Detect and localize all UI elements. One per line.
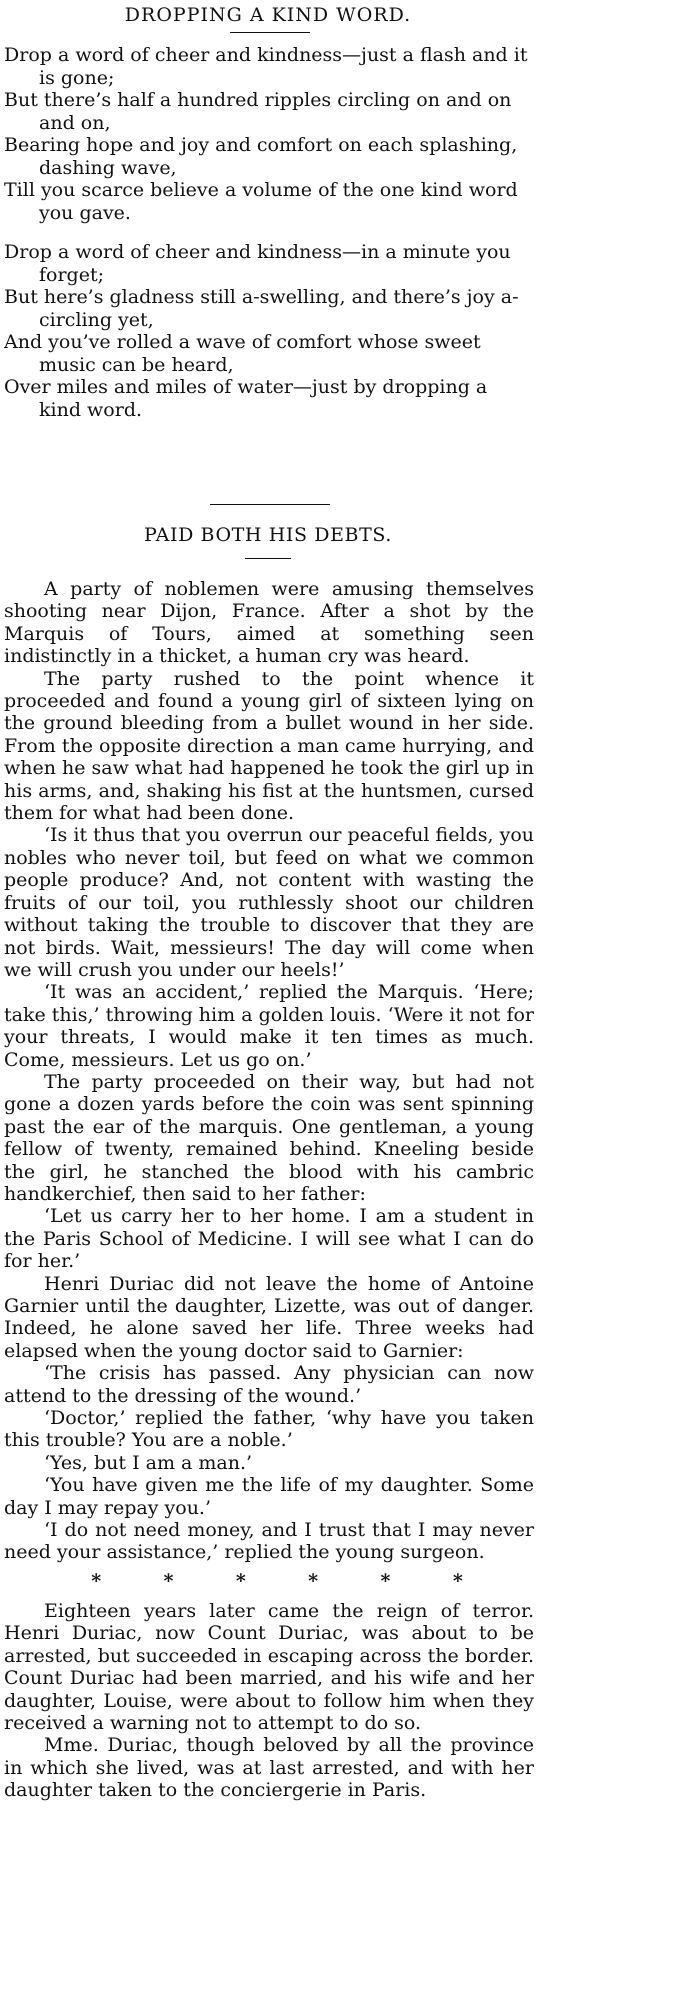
asterisk: *: [452, 1569, 463, 1592]
story-paragraph: The party proceeded on their way, but had not gone a dozen yards before the coin was sent spinning past the ear of the marquis. One gentleman, a young fellow of twenty, remained behind. Kneeling beside the girl, he stanched the blood with his cambric handkerchief, then said to her father:: [4, 1070, 534, 1205]
story-paragraph: ‘Is it thus that you overrun our peaceful fields, you nobles who never toil, but feed on what we common people produce? And, not content with wasting the fruits of our toil, you ruthlessly shoot our children without taking the trouble to discover that they are not birds. Wait, messieurs! The day will come when we will crush you under our heels!’: [4, 824, 534, 981]
asterisk: *: [308, 1569, 319, 1592]
poem-stanza-1: [4, 44, 534, 224]
story-paragraph: Henri Duriac did not leave the home of Antoine Garnier until the daughter, Lizette, was out of danger. Indeed, he alone saved her life. Three weeks had elapsed when the young doctor said to Garnier:: [4, 1272, 534, 1362]
section-divider-rule: [210, 504, 330, 505]
story-paragraph: A party of noblemen were amusing themselves shooting near Dijon, France. After a shot by the Marquis of Tours, aimed at something seen indistinctly in a thicket, a human cry was heard.: [4, 578, 534, 668]
asterisk: *: [235, 1569, 246, 1592]
poem-title: DROPPING A KIND WORD.: [124, 4, 412, 26]
story-paragraph: Eighteen years later came the reign of terror. Henri Duriac, now Count Duriac, was about to be arrested, but succeeded in escaping across the border. Count Duriac had been married, and his wife and her daughter, Louise, were about to follow him when they received a warning not to attempt to do so.: [4, 1599, 534, 1734]
story-paragraph: ‘Let us carry her to her home. I am a student in the Paris School of Medicine. I will see what I can do for her.’: [4, 1205, 534, 1273]
story-title: PAID BOTH HIS DEBTS.: [144, 524, 392, 546]
story-paragraph: ‘The crisis has passed. Any physician can now attend to the dressing of the wound.’: [4, 1362, 534, 1407]
poem-line: And you’ve rolled a wave of comfort whose sweet music can be heard,: [4, 331, 481, 376]
asterisk: *: [91, 1569, 102, 1592]
poem-line: Till you scarce believe a volume of the one kind word you gave.: [4, 179, 518, 224]
poem-line: But there’s half a hundred ripples circling on and on and on,: [4, 89, 512, 134]
story-paragraph: ‘Doctor,’ replied the father, ‘why have you taken this trouble? You are a noble.’: [4, 1407, 534, 1452]
story-paragraph: ‘It was an accident,’ replied the Marquis. ‘Here; take this,’ throwing him a golden louis. ‘Were it not for your threats, I would make it ten times as much. Come, messieurs. Let us go on.’: [4, 981, 534, 1071]
story-paragraph: Mme. Duriac, though beloved by all the province in which she lived, was at last arrested, and with her daughter taken to the conciergerie in Paris.: [4, 1734, 534, 1802]
asterisk: *: [163, 1569, 174, 1592]
poem-body: [4, 44, 534, 438]
poem-line: Bearing hope and joy and comfort on each splashing, dashing wave,: [4, 134, 518, 179]
asterisk: *: [380, 1569, 391, 1592]
story-paragraph: ‘Yes, but I am a man.’: [44, 1451, 253, 1474]
story-paragraph: The party rushed to the point whence it proceeded and found a young girl of sixteen lying on the ground bleeding from a bullet wound in her side. From the opposite direction a man came hurrying, and when he saw what had happened he took the girl up in his arms, and, shaking his fist at the huntsmen, cursed them for what had been done.: [4, 667, 534, 825]
story-paragraph: ‘I do not need money, and I trust that I may never need your assistance,’ replied the young surgeon.: [4, 1519, 534, 1564]
poem-line: Over miles and miles of water—just by dropping a kind word.: [4, 376, 488, 421]
story-paragraph: ‘You have given me the life of my daughter. Some day I may repay you.’: [4, 1474, 534, 1519]
poem-line: Drop a word of cheer and kindness—just a flash and it is gone;: [4, 44, 528, 89]
story-title-rule: [245, 558, 291, 559]
poem-title-rule: [230, 32, 310, 33]
section-break-asterisks: [4, 1564, 534, 1600]
poem-stanza-2: [4, 241, 534, 421]
poem-line: Drop a word of cheer and kindness—in a minute you forget;: [4, 241, 511, 286]
poem-line: But here’s gladness still a-swelling, and there’s joy a-circling yet,: [4, 286, 519, 331]
story-body: [4, 578, 534, 1802]
